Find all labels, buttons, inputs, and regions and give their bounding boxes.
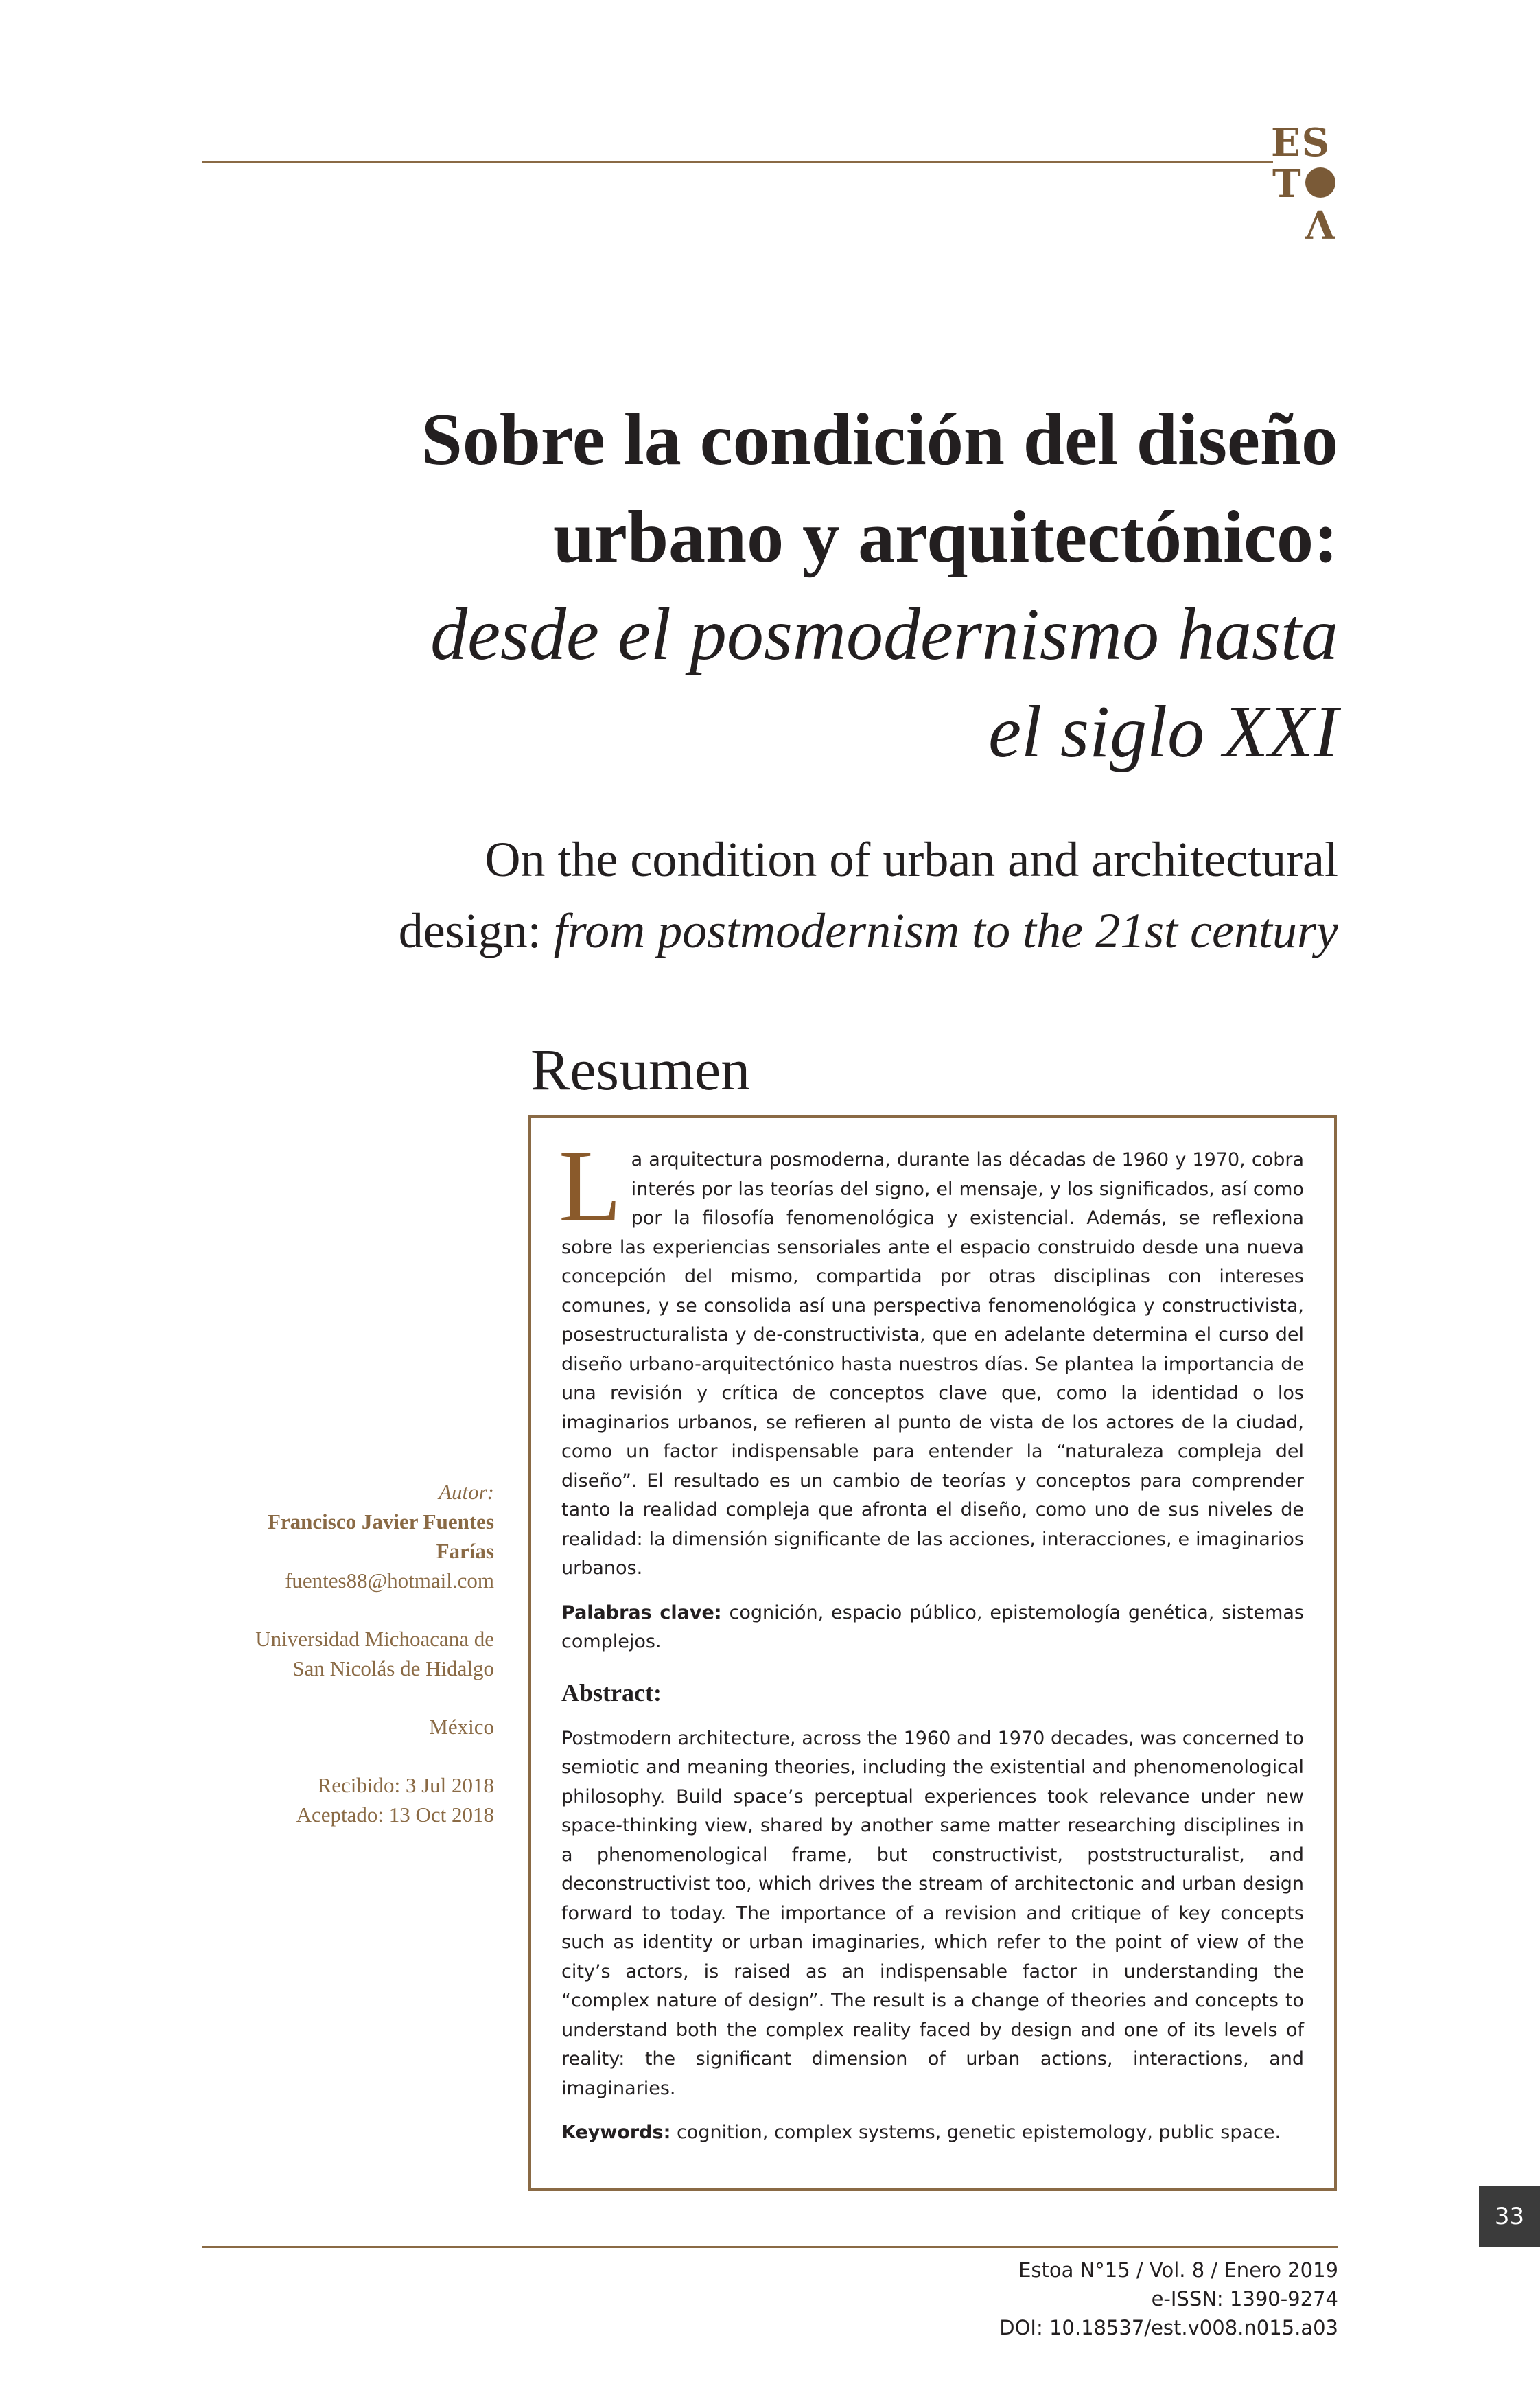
abstract-box: [528, 1115, 1337, 2191]
resumen-dropcap: L: [559, 1129, 622, 1243]
author-name-line-1: Francisco Javier Fuentes: [267, 1509, 494, 1533]
page-number: 33: [1479, 2186, 1540, 2247]
author-email[interactable]: fuentes88@hotmail.com: [285, 1568, 494, 1593]
logo-line-2: T: [1272, 161, 1301, 207]
english-subtitle: from postmodernism to the 21st century: [553, 903, 1338, 958]
author-label: Autor:: [439, 1480, 494, 1504]
resumen-paragraph: [559, 1129, 1304, 1584]
logo-line-1: ES: [1271, 120, 1331, 165]
spanish-title-line-1: Sobre la condición del diseño: [421, 399, 1338, 481]
journal-issue: Estoa N°15 / Vol. 8 / Enero 2019: [1018, 2258, 1338, 2282]
logo-line-3: V: [1305, 201, 1335, 246]
author-info: [206, 1477, 494, 1829]
article-doi[interactable]: DOI: 10.18537/est.v008.n015.a03: [999, 2316, 1338, 2339]
abstract-box-content: [559, 1129, 1305, 2148]
palabras-clave-list: cognición, espacio público, epistemología genética, sistemas complejos.: [561, 1601, 1305, 1652]
resumen-body: a arquitectura posmoderna, durante las décadas de 1960 y 1970, cobra interés por las teorías del signo, el mensaje, y los significados, así como por la filosofía fenomenológica y existencial. Además, se reflexiona sobre las experiencias sensoriales ante el espacio construido desde una nueva concepción del mismo, compartida por otras disciplinas con intereses comunes, y se consolida así una perspectiva fenomenológica y constructivista, posestructuralista y de-constructivista, que en adelante determina el curso del diseño urbano-arquitectónico hasta nuestros días. Se plantea la importancia de una revisión y crítica de conceptos clave que, como la identidad o los imaginarios urbanos, se refieren al punto de vista de los actores de la ciudad, como un factor indispensable para entender la “naturaleza compleja del diseño”. El resultado es un cambio de teorías y conceptos para comprender tanto la realidad compleja que afronta el diseño, como uno de sus niveles de realidad: la dimensión significante de las acciones, interacciones, e imaginarios urbanos.: [561, 1149, 1304, 1579]
abstract-body: Postmodern architecture, across the 1960 and 1970 decades, was concerned to semiotic and meaning theories, including the existential and phenomenological philosophy. Build space’s perceptual experiences took relevance under new space-thinking view, shared by another same matter researching disciplines in a phenomenological frame, but constructivist, poststructuralist, and deconstructivist too, which drives the stream of architectonic and urban design forward to today. The importance of a revision and critique of key concepts such as identity or urban imaginaries, which refer to the point of view of the city’s actors, is raised as an indispensable factor in understanding the “complex nature of design”. The result is a change of theories and concepts to understand both the complex reality faced by design and one of its levels of reality: the significant dimension of urban actions, interactions, and imaginaries.: [561, 1727, 1304, 2099]
english-title-line-2: [206, 895, 1338, 966]
author-name-line-2: Farías: [436, 1539, 494, 1563]
affiliation-line-1: Universidad Michoacana de: [255, 1627, 494, 1651]
spanish-subtitle-line-2: el siglo XXI: [988, 691, 1338, 773]
english-title-line-1: On the condition of urban and architectural: [485, 832, 1338, 887]
spanish-title-line-2: urbano y arquitectónico:: [552, 496, 1338, 578]
author-country: México: [429, 1715, 494, 1739]
spanish-subtitle-line-1: desde el posmodernismo hasta: [430, 594, 1338, 675]
footer-rule: [202, 2246, 1338, 2248]
logo-dot-icon: [1305, 167, 1335, 198]
keywords: [561, 2118, 1304, 2148]
keywords-label: Keywords:: [561, 2122, 671, 2143]
palabras-clave: [561, 1599, 1304, 1657]
resumen-heading: Resumen: [530, 1037, 751, 1102]
received-date: Recibido: 3 Jul 2018: [317, 1773, 494, 1797]
header-rule: [202, 161, 1273, 163]
english-title-regular: design:: [398, 903, 554, 958]
footer-info: [824, 2256, 1338, 2342]
journal-logo: [1271, 122, 1340, 246]
abstract-heading: Abstract:: [561, 1678, 662, 1706]
keywords-list: cognition, complex systems, genetic epistemology, public space.: [670, 2122, 1281, 2143]
journal-issn: e-ISSN: 1390-9274: [1151, 2287, 1338, 2311]
accepted-date: Aceptado: 13 Oct 2018: [296, 1803, 494, 1827]
spanish-title: [206, 391, 1338, 781]
english-title: [206, 824, 1338, 966]
affiliation-line-2: San Nicolás de Hidalgo: [292, 1656, 494, 1680]
palabras-clave-label: Palabras clave:: [561, 1601, 722, 1623]
